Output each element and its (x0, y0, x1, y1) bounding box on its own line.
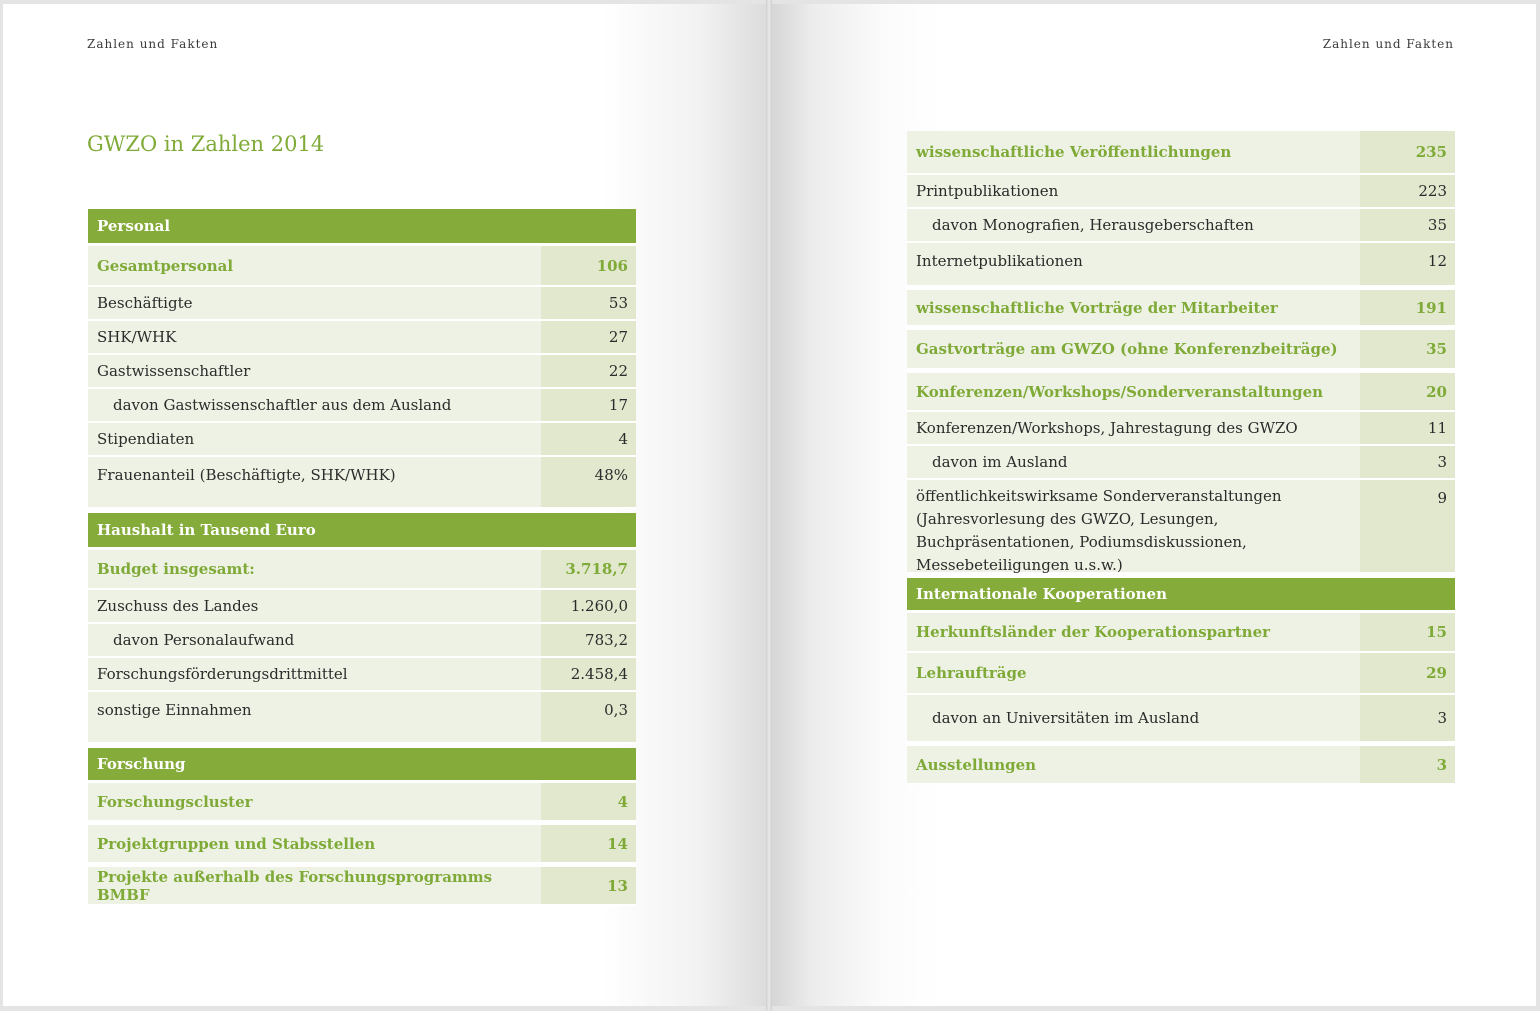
row-value: 15 (1360, 613, 1455, 651)
table-row (907, 370, 1455, 412)
table-row (907, 327, 1455, 370)
row-value: 2.458,4 (541, 658, 636, 690)
table-row (907, 175, 1455, 209)
row-value: 12 (1360, 243, 1455, 285)
row-value: 235 (1360, 131, 1455, 173)
table-row (907, 209, 1455, 243)
right-page (772, 4, 1536, 1006)
row-label: Gesamtpersonal (97, 256, 234, 275)
row-label: Projektgruppen und Stabsstellen (97, 834, 376, 853)
table-row (907, 243, 1455, 287)
row-value: 223 (1360, 175, 1455, 207)
row-value: 106 (541, 246, 636, 285)
table-row (907, 743, 1455, 785)
row-label: wissenschaftliche Veröffentlichungen (916, 143, 1232, 161)
row-value: 11 (1360, 412, 1455, 444)
row-value: 29 (1360, 653, 1455, 693)
row-label: davon Gastwissenschaftler aus dem Ausland (113, 396, 452, 414)
table-row (88, 864, 636, 906)
stats-table-right (907, 131, 1455, 785)
table-row (88, 321, 636, 355)
table-row (88, 658, 636, 692)
row-value: 53 (541, 287, 636, 319)
table-row (907, 446, 1455, 480)
row-label: Lehraufträge (916, 664, 1027, 682)
row-label: öffentlichkeitswirksame Sonderveranstaltungen (Jahresvorlesung des GWZO, Lesungen, Buchpräsentationen, Podiumsdiskussionen, Messebeteiligungen u.s.w.) (916, 487, 1282, 574)
row-label: Stipendiaten (97, 430, 195, 448)
table-row (907, 480, 1455, 574)
row-label: Forschungsförderungsdrittmittel (97, 665, 348, 683)
row-label: Gastvorträge am GWZO (ohne Konferenzbeiträge) (916, 340, 1338, 358)
row-label: Internetpublikationen (916, 252, 1083, 270)
row-value: 3 (1360, 695, 1455, 741)
row-value: 9 (1360, 480, 1455, 572)
row-label: Herkunftsländer der Kooperationspartner (916, 623, 1271, 641)
table-row (88, 355, 636, 389)
table-row (907, 131, 1455, 175)
row-label: Konferenzen/Workshops/Sonderveranstaltungen (916, 382, 1324, 401)
row-label: Ausstellungen (916, 755, 1037, 774)
row-label: Printpublikationen (916, 182, 1059, 200)
table-row (88, 780, 636, 822)
row-value: 3 (1360, 446, 1455, 478)
row-value: 0,3 (541, 692, 636, 742)
section-header-kooperationen: Internationale Kooperationen (907, 578, 1455, 610)
row-value: 3.718,7 (541, 550, 636, 588)
row-value: 17 (541, 389, 636, 421)
row-value: 27 (541, 321, 636, 353)
row-label: Konferenzen/Workshops, Jahrestagung des GWZO (916, 419, 1298, 437)
row-label: Gastwissenschaftler (97, 362, 251, 380)
table-row (907, 287, 1455, 327)
row-label: Frauenanteil (Beschäftigte, SHK/WHK) (97, 466, 396, 484)
row-label: davon im Ausland (932, 453, 1068, 471)
row-value: 35 (1360, 209, 1455, 241)
row-label: wissenschaftliche Vorträge der Mitarbeiter (916, 298, 1278, 317)
table-row (88, 389, 636, 423)
table-row (88, 692, 636, 744)
row-value: 20 (1360, 373, 1455, 410)
table-row (88, 423, 636, 457)
row-value: 22 (541, 355, 636, 387)
table-row (88, 287, 636, 321)
stats-table-left (88, 209, 636, 906)
table-row (907, 412, 1455, 446)
table-row (907, 695, 1455, 743)
row-value: 4 (541, 423, 636, 455)
row-value: 1.260,0 (541, 590, 636, 622)
row-value: 14 (541, 825, 636, 862)
row-label: davon an Universitäten im Ausland (932, 709, 1200, 727)
table-row (88, 457, 636, 509)
row-value: 48% (541, 457, 636, 507)
row-label: SHK/WHK (97, 328, 177, 346)
table-row (88, 547, 636, 590)
page-title: GWZO in Zahlen 2014 (87, 132, 325, 156)
row-value: 4 (541, 783, 636, 820)
section-header-haushalt: Haushalt in Tausend Euro (88, 513, 636, 547)
row-label: davon Monografien, Herausgeberschaften (932, 216, 1254, 234)
row-label: Budget insgesamt: (97, 560, 255, 578)
row-label: Forschungscluster (97, 792, 253, 811)
row-label: Projekte außerhalb des Forschungsprogramms BMBF (97, 867, 493, 904)
row-value: 783,2 (541, 624, 636, 656)
left-page (3, 4, 766, 1006)
row-label: davon Personalaufwand (113, 631, 295, 649)
row-label: sonstige Einnahmen (97, 701, 252, 719)
running-head-right: Zahlen und Fakten (1322, 37, 1454, 51)
row-label: Zuschuss des Landes (97, 597, 259, 615)
section-header-personal: Personal (88, 209, 636, 243)
table-row (88, 243, 636, 287)
row-value: 3 (1360, 746, 1455, 783)
table-row (88, 590, 636, 624)
row-value: 191 (1360, 290, 1455, 325)
running-head-left: Zahlen und Fakten (87, 37, 219, 51)
table-row (907, 610, 1455, 653)
row-value: 35 (1360, 330, 1455, 368)
table-row (88, 624, 636, 658)
row-label: Beschäftigte (97, 294, 193, 312)
row-value: 13 (541, 867, 636, 904)
section-header-forschung: Forschung (88, 748, 636, 780)
table-row (907, 653, 1455, 695)
table-row (88, 822, 636, 864)
